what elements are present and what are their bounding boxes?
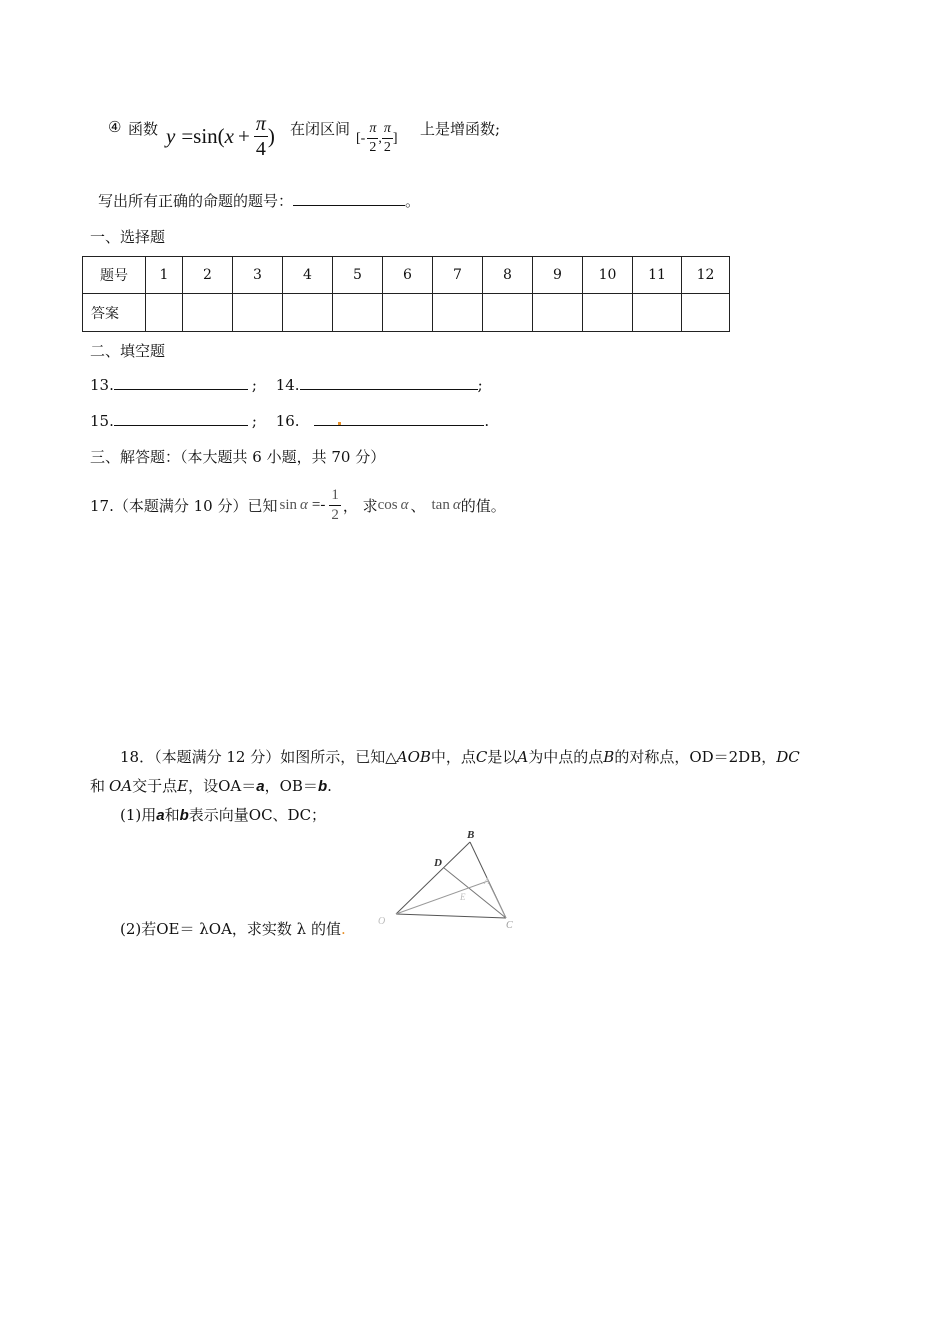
answer-cell[interactable] <box>533 294 583 332</box>
answer-cell[interactable] <box>433 294 483 332</box>
answer-cell[interactable] <box>682 294 730 332</box>
blank-14[interactable] <box>300 375 478 390</box>
answer-cell[interactable] <box>583 294 633 332</box>
answer-cell[interactable] <box>633 294 682 332</box>
fill-line-13-14: 13. ; 14. ; <box>90 376 483 394</box>
question-number: 5 <box>333 257 383 294</box>
problem-18-line-2: 和 OA交于点E，设OA＝a，OB＝b. <box>90 777 332 795</box>
question-number: 11 <box>633 257 682 294</box>
problem-18-line-1: 18．（本题满分 12 分）如图所示，已知△AOB中，点C是以A为中点的点B的对称点，OD＝2DB，DC <box>120 748 800 766</box>
question-number: 3 <box>233 257 283 294</box>
question-number: 4 <box>283 257 333 294</box>
label-O: O <box>378 916 386 927</box>
problem-18-sub-2: (2)若OE＝ λOA，求实数 λ 的值. <box>120 920 346 938</box>
question-number: 12 <box>682 257 730 294</box>
label-B: B <box>467 829 475 841</box>
question-number: 2 <box>183 257 233 294</box>
table-answer-row <box>83 294 730 332</box>
answer-cell[interactable] <box>483 294 533 332</box>
blank-15[interactable] <box>114 411 248 426</box>
segment-OA <box>396 881 488 914</box>
question-number: 9 <box>533 257 583 294</box>
write-correct-line: 写出所有正确的命题的题号： 。 <box>98 192 421 210</box>
label-A: A <box>484 876 490 886</box>
suffix-text: 上是增函数; <box>420 120 501 138</box>
question-number: 7 <box>433 257 483 294</box>
header-label: 题号 <box>83 257 146 294</box>
section-fill-in: 二、填空题 <box>90 342 166 360</box>
question-number: 6 <box>383 257 433 294</box>
section-multiple-choice: 一、选择题 <box>90 228 166 246</box>
prefix-text: 函数 <box>128 120 159 138</box>
one-half: $\frac{1}{2}$ <box>331 486 339 523</box>
problem-18-sub-1: (1)用a和b表示向量OC、DC； <box>120 806 327 824</box>
answer-table <box>82 256 730 332</box>
middle-text: 在闭区间 <box>290 120 351 138</box>
segment-AC <box>488 881 506 918</box>
answer-cell[interactable] <box>146 294 183 332</box>
interval-expression: [- $\frac{\pi}{2}$ , $\frac{\pi}{2}$ ] <box>356 121 398 155</box>
fill-line-15-16: 15. ; 16. . <box>90 412 490 430</box>
question-number: 1 <box>146 257 183 294</box>
function-expression: y =sin( x + $\frac{\pi}{4}$ ) <box>166 112 275 160</box>
segment-OC <box>396 914 506 918</box>
label-C: C <box>506 920 513 931</box>
answer-cell[interactable] <box>333 294 383 332</box>
section-solutions: 三、解答题：（本大题共 6 小题，共 70 分） <box>90 448 386 466</box>
answer-cell[interactable] <box>383 294 433 332</box>
label-D: D <box>434 857 442 869</box>
segment-OB <box>396 842 470 914</box>
label-E: E <box>460 892 466 902</box>
blank-16[interactable] <box>314 411 484 426</box>
orange-mark <box>338 422 341 425</box>
triangle-figure <box>370 826 530 936</box>
question-number: 8 <box>483 257 533 294</box>
question-number: 10 <box>583 257 633 294</box>
answer-label: 答案 <box>83 294 146 332</box>
circled-number: ④ <box>108 118 122 136</box>
pi-over-4: $\frac{\pi}{4}$ <box>255 112 266 160</box>
answer-cell[interactable] <box>183 294 233 332</box>
answer-blank[interactable] <box>293 191 405 206</box>
table-header-row <box>83 257 730 294</box>
answer-cell[interactable] <box>233 294 283 332</box>
problem-17: 17.（本题满分 10 分）已知 sin α =- $\frac{1}{2}$ ， 求 cos α 、 tan α 的值。 <box>90 486 506 523</box>
answer-cell[interactable] <box>283 294 333 332</box>
blank-13[interactable] <box>114 375 248 390</box>
